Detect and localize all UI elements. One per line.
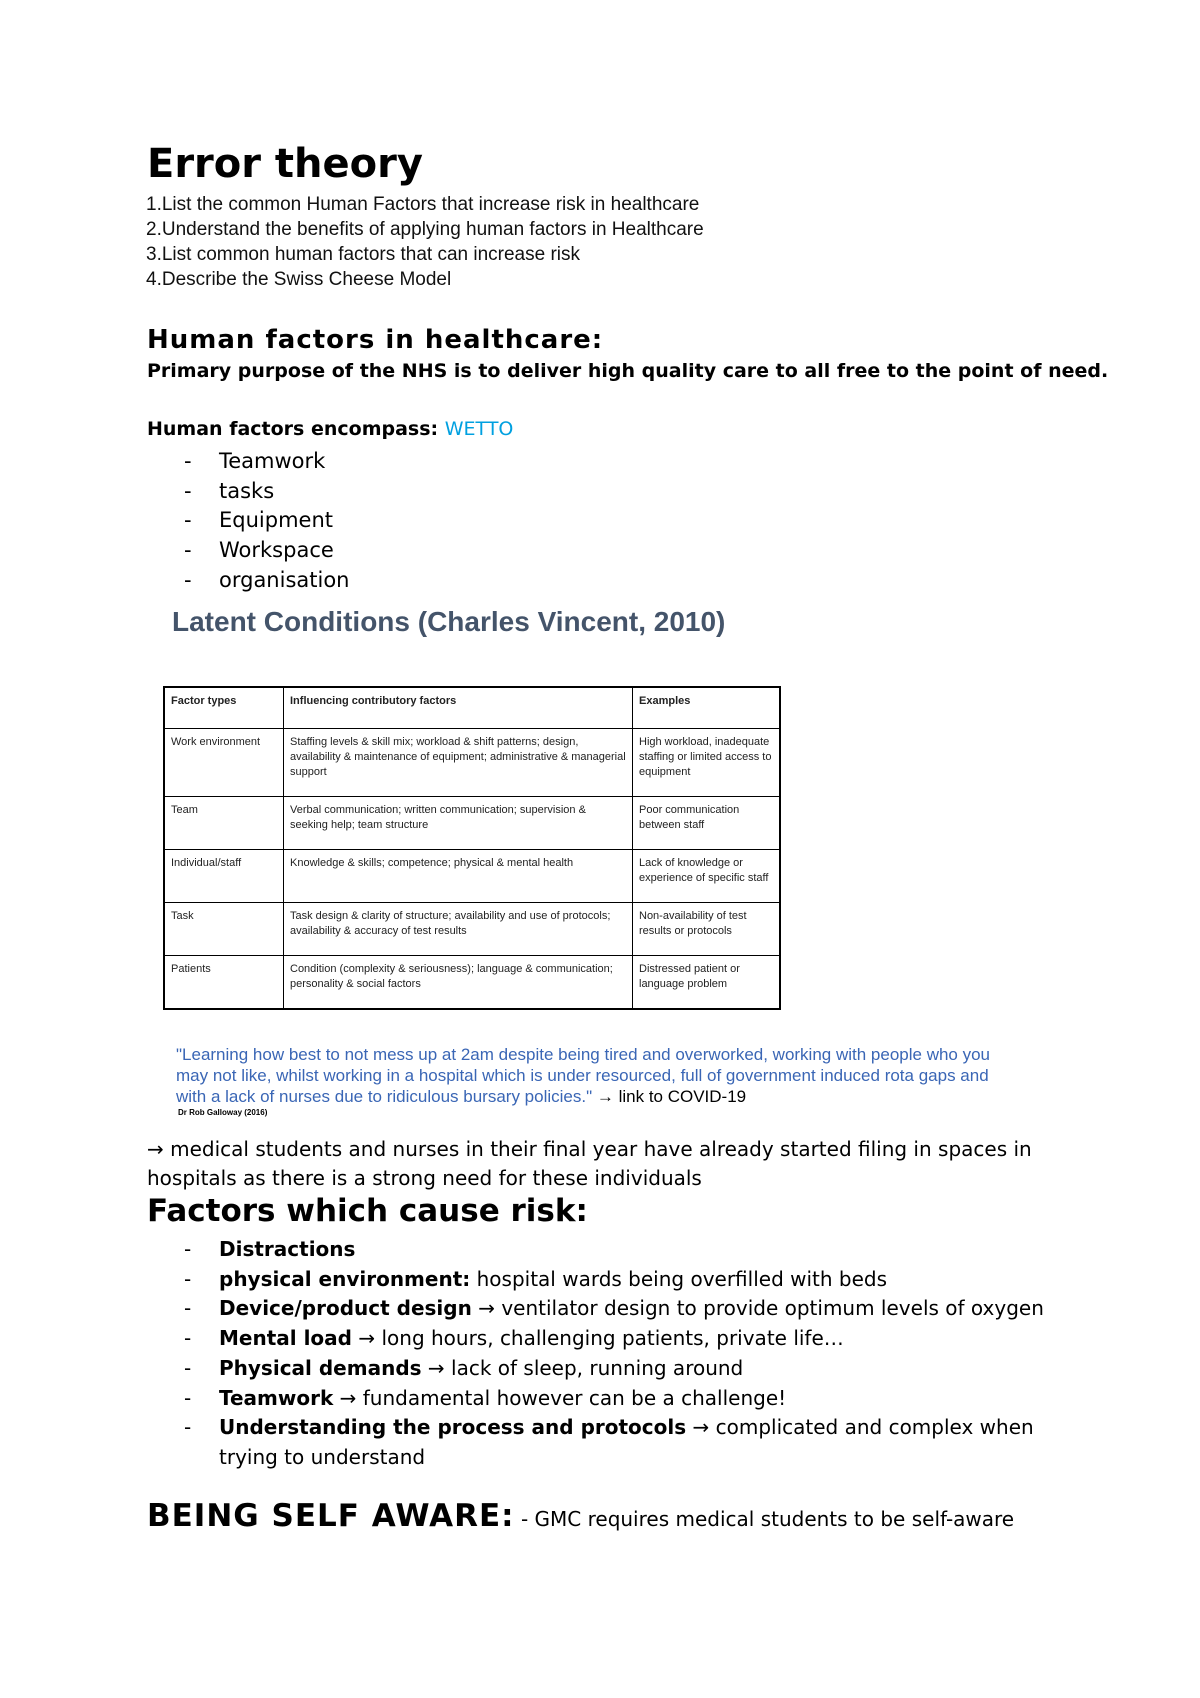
risk-detail: → lack of sleep, running around: [421, 1355, 744, 1380]
objective-item: 2.Understand the benefits of applying human factors in Healthcare: [146, 219, 704, 240]
list-item: [147, 1354, 1067, 1384]
risk-factors-list: [147, 1235, 1067, 1473]
human-factors-heading: Human factors in healthcare:: [147, 325, 604, 355]
table-row: [164, 903, 780, 956]
list-item: [147, 1413, 1067, 1472]
risk-key: Distractions: [219, 1237, 356, 1261]
encompass-list: [147, 447, 350, 596]
latent-conditions-title: Latent Conditions (Charles Vincent, 2010): [172, 606, 726, 637]
latent-conditions-table: [163, 686, 781, 1010]
table-row: [164, 729, 780, 797]
objective-item: 1.List the common Human Factors that increase risk in healthcare: [146, 194, 700, 215]
risk-key: physical environment:: [219, 1266, 471, 1291]
self-aware-line: [147, 1498, 1014, 1534]
list-item: [147, 1294, 1067, 1324]
risk-detail: → complicated and complex when trying to understand: [219, 1415, 1034, 1469]
primary-purpose-text: Primary purpose of the NHS is to deliver high quality care to all free to the point of need.: [147, 360, 1109, 382]
page-title: Error theory: [147, 141, 423, 187]
table-cell: Team: [164, 797, 284, 850]
table-cell: Knowledge & skills; competence; physical & mental health: [284, 850, 633, 903]
risk-key: Teamwork: [219, 1385, 334, 1410]
students-note: → medical students and nurses in their final year have already started filing in spaces in hospitals as there is a strong need for these individuals: [147, 1137, 1032, 1190]
self-aware-heading: BEING SELF AWARE:: [147, 1498, 515, 1534]
column-header: Factor types: [164, 687, 284, 729]
galloway-quote: [176, 1044, 1006, 1107]
risk-key: Device/product design: [219, 1296, 472, 1321]
risk-key: Physical demands: [219, 1355, 422, 1380]
self-aware-text: - GMC requires medical students to be self-aware: [514, 1507, 1015, 1531]
table-cell: Task: [164, 903, 284, 956]
risk-key: Mental load: [219, 1326, 352, 1351]
table-cell: Condition (complexity & seriousness); language & communication; personality & social factors: [284, 956, 633, 1009]
table-cell: Poor communication between staff: [633, 797, 781, 850]
risk-factors-heading: Factors which cause risk:: [147, 1193, 588, 1229]
table-cell: High workload, inadequate staffing or limited access to equipment: [633, 729, 781, 797]
risk-detail: hospital wards being overfilled with beds: [470, 1266, 888, 1291]
list-item: [147, 1384, 1067, 1414]
table-cell: Lack of knowledge or experience of specific staff: [633, 850, 781, 903]
table-cell: Task design & clarity of structure; availability and use of protocols; availability & accuracy of test results: [284, 903, 633, 956]
list-item: [147, 1324, 1067, 1354]
wetto-acronym: WETTO: [444, 418, 514, 440]
objectives-list: [146, 192, 704, 292]
quote-text: "Learning how best to not mess up at 2am despite being tired and overworked, working with people who you may not like, whilst working in a hospital which is under resourced, full of government induced rota gaps and with a lack of nurses due to ridiculous bursary policies.": [176, 1045, 991, 1106]
table-cell: Non-availability of test results or protocols: [633, 903, 781, 956]
list-item: [147, 1265, 1067, 1295]
list-item: [147, 1235, 1067, 1265]
list-item: - tasks: [147, 477, 350, 507]
table-cell: Verbal communication; written communication; supervision & seeking help; team structure: [284, 797, 633, 850]
list-item: - organisation: [147, 566, 350, 596]
column-header: Examples: [633, 687, 781, 729]
risk-detail: → long hours, challenging patients, private life…: [352, 1326, 844, 1351]
table-row: [164, 797, 780, 850]
encompass-line: [147, 418, 513, 440]
table-cell: Staffing levels & skill mix; workload & shift patterns; design, availability & maintenance of equipment; administrative & managerial support: [284, 729, 633, 797]
table-row: [164, 956, 780, 1009]
list-item: - Teamwork: [147, 447, 350, 477]
list-item: - Equipment: [147, 506, 350, 536]
column-header: Influencing contributory factors: [284, 687, 633, 729]
risk-key: Understanding the process and protocols: [219, 1415, 687, 1440]
objective-item: 3.List common human factors that can increase risk: [146, 244, 581, 265]
table-cell: Distressed patient or language problem: [633, 956, 781, 1009]
covid-link-note: → link to COVID-19: [596, 1087, 747, 1106]
objective-item: 4.Describe the Swiss Cheese Model: [146, 269, 452, 290]
table-cell: Patients: [164, 956, 284, 1009]
risk-detail: → fundamental however can be a challenge!: [333, 1385, 787, 1410]
table-header-row: [164, 687, 780, 729]
table-cell: Individual/staff: [164, 850, 284, 903]
risk-detail: → ventilator design to provide optimum levels of oxygen: [471, 1296, 1044, 1321]
encompass-label: Human factors encompass:: [147, 418, 439, 440]
list-item: - Workspace: [147, 536, 350, 566]
table-cell: Work environment: [164, 729, 284, 797]
table-row: [164, 850, 780, 903]
quote-citation: Dr Rob Galloway (2016): [178, 1108, 268, 1117]
